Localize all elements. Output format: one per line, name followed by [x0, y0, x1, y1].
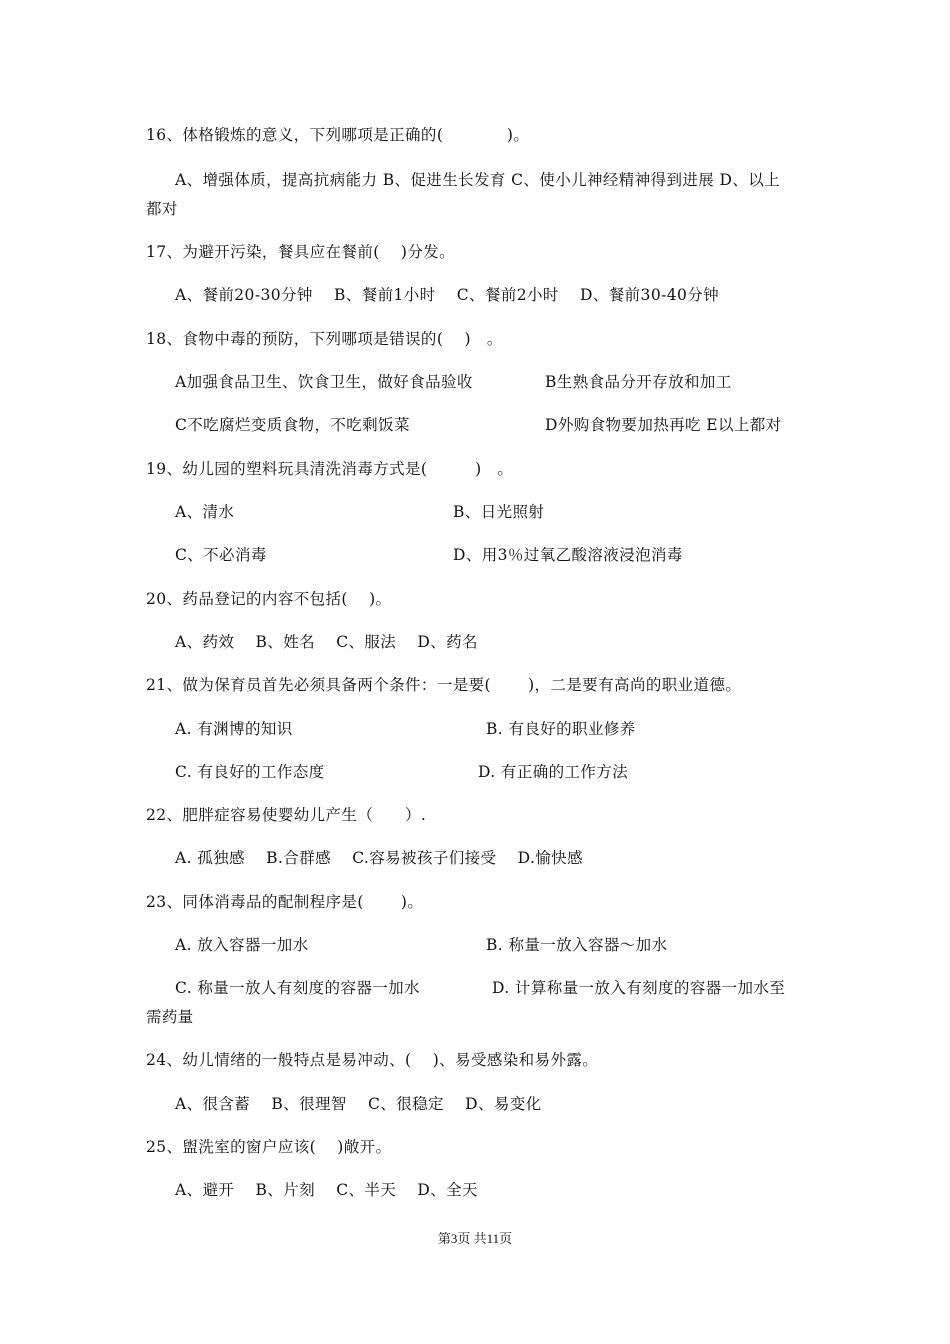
question-19-option-d: D、用3％过氧乙酸溶液浸泡消毒 — [453, 546, 683, 564]
question-21-option-c: C. 有良好的工作态度 — [175, 763, 325, 781]
question-18-option-b: B生熟食品分开存放和加工 — [545, 373, 732, 391]
question-24-options: A、很含蓄 B、很理智 C、很稳定 D、易变化 — [175, 1095, 542, 1113]
question-18: 18、食物中毒的预防，下列哪项是错误的( ) 。 — [146, 330, 503, 348]
question-21-option-d: D. 有正确的工作方法 — [478, 763, 629, 781]
question-23-option-c: C. 称量一放人有刻度的容器一加水 — [175, 979, 420, 997]
question-18-option-c: C不吃腐烂变质食物，不吃剩饭菜 — [175, 416, 410, 434]
question-23-option-d: D. 计算称量一放入有刻度的容器一加水至 — [492, 979, 786, 997]
question-16-options-cont: 都对 — [146, 200, 178, 218]
question-21-option-a: A. 有渊博的知识 — [175, 720, 293, 738]
question-24: 24、幼儿情绪的一般特点是易冲动、( )、易受感染和易外露。 — [146, 1051, 599, 1069]
question-23-option-b: B. 称量一放入容器～加水 — [486, 936, 668, 954]
question-21-option-b: B. 有良好的职业修养 — [486, 720, 636, 738]
question-16-options: A、增强体质，提高抗病能力 B、促进生长发育 C、使小儿神经精神得到进展 D、以上 — [175, 171, 781, 189]
question-19-option-b: B、日光照射 — [453, 503, 545, 521]
question-19-option-c: C、不必消毒 — [175, 546, 267, 564]
question-22: 22、肥胖症容易使婴幼儿产生（ ）. — [146, 806, 427, 824]
question-20-options: A、药效 B、姓名 C、服法 D、药名 — [175, 633, 478, 651]
question-18-option-de: D外购食物要加热再吃 E以上都对 — [545, 416, 782, 434]
page-footer: 第3页 共11页 — [437, 1231, 513, 1246]
question-19: 19、幼儿园的塑料玩具清洗消毒方式是( ) 。 — [146, 460, 514, 478]
question-22-options: A. 孤独感 B.合群感 C.容易被孩子们接受 D.愉快感 — [175, 849, 583, 867]
question-25: 25、盥洗室的窗户应该( )敞开。 — [146, 1138, 392, 1156]
question-23-option-a: A. 放入容器一加水 — [175, 936, 309, 954]
question-23: 23、同体消毒品的配制程序是( )。 — [146, 893, 424, 911]
question-21: 21、做为保育员首先必须具备两个条件：一是要( )，二是要有高尚的职业道德。 — [146, 676, 742, 694]
question-17: 17、为避开污染，餐具应在餐前( )分发。 — [146, 243, 456, 261]
question-17-options: A、餐前20-30分钟 B、餐前1小时 C、餐前2小时 D、餐前30-40分钟 — [175, 286, 720, 304]
question-16: 16、体格锻炼的意义，下列哪项是正确的( )。 — [146, 126, 530, 144]
question-25-options: A、避开 B、片刻 C、半天 D、全天 — [175, 1181, 478, 1199]
question-18-option-a: A加强食品卫生、饮食卫生，做好食品验收 — [175, 373, 473, 391]
question-20: 20、药品登记的内容不包括( )。 — [146, 590, 392, 608]
question-19-option-a: A、清水 — [175, 503, 235, 521]
question-23-option-d-cont: 需药量 — [146, 1008, 194, 1026]
